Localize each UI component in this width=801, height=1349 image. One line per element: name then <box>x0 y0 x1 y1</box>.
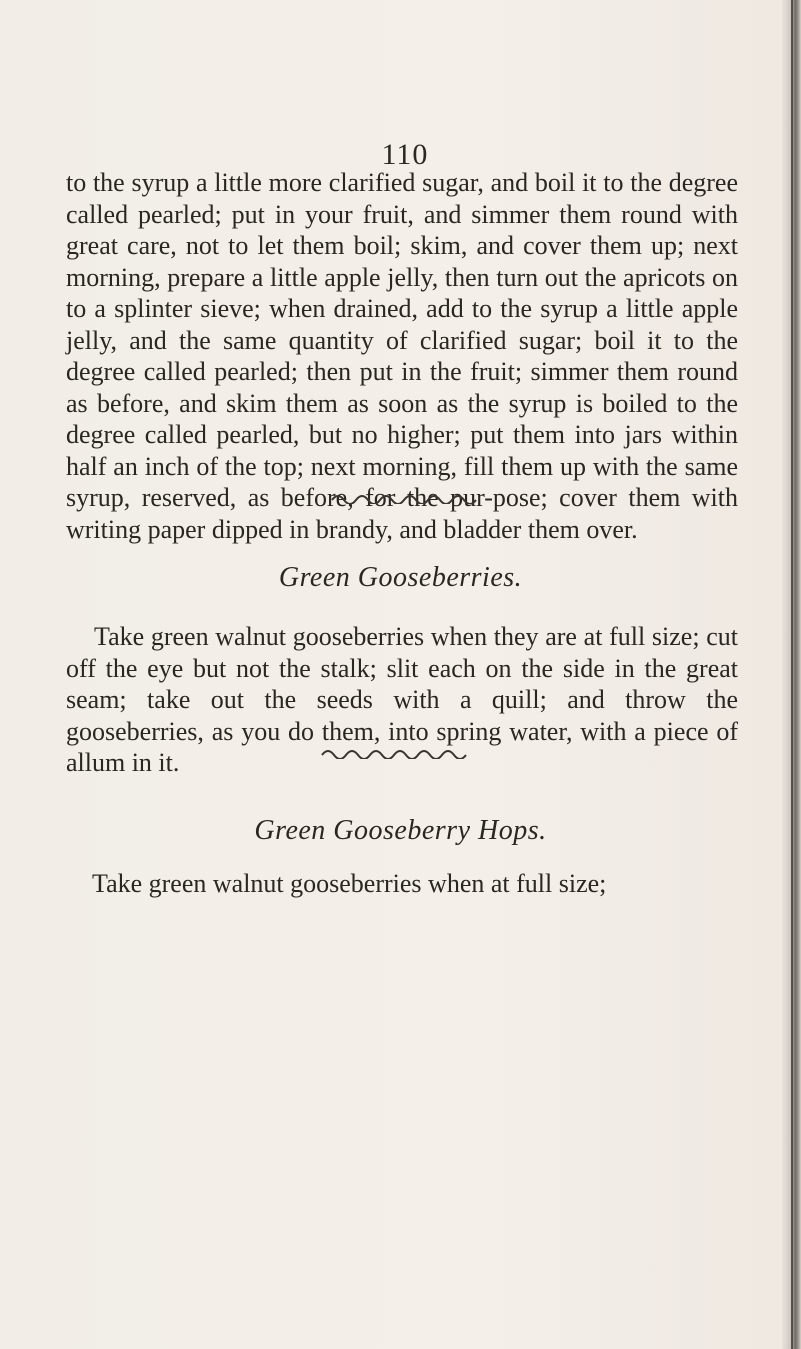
ornament-divider <box>320 743 480 759</box>
ornament-divider <box>330 488 490 504</box>
page-binding-edge <box>782 0 801 1349</box>
heading-green-gooseberries: Green Gooseberries. <box>278 562 523 593</box>
paragraph-green-gooseberry-hops: Take green walnut gooseberries when at full size; <box>92 869 607 898</box>
binding-line <box>791 0 793 1349</box>
page-number: 110 <box>381 138 429 171</box>
paragraph-green-gooseberries: Take green walnut gooseberries when they are at full size; cut off the eye but not the stalk; slit each on the side in the great seam; take out the seeds with a quill; and throw the gooseberries, as you do them, into spring water, with a piece of allum in it. <box>66 622 738 777</box>
paragraph-apricots-continued: to the syrup a little more clarified sugar, and boil it to the degree called pearled; put in your fruit, and simmer them round with great care, not to let them boil; skim, and cover them up; next morning, prepare a little apple jelly, then turn out the apricots on to a splinter sieve; when drained, add to the syrup a little apple jelly, and the same quantity of clarified sugar; boil it to the degree called pearled; then put in the fruit; simmer them round as before, and skim them as soon as the syrup is boiled to the degree called pearled, but no higher; put them into jars within half an inch of the top; next morning, fill them up with the same syrup, reserved, as before, for the pur-pose; cover them with writing paper dipped in brandy, and bladder them over. <box>66 168 738 544</box>
heading-green-gooseberry-hops: Green Gooseberry Hops. <box>254 815 547 846</box>
